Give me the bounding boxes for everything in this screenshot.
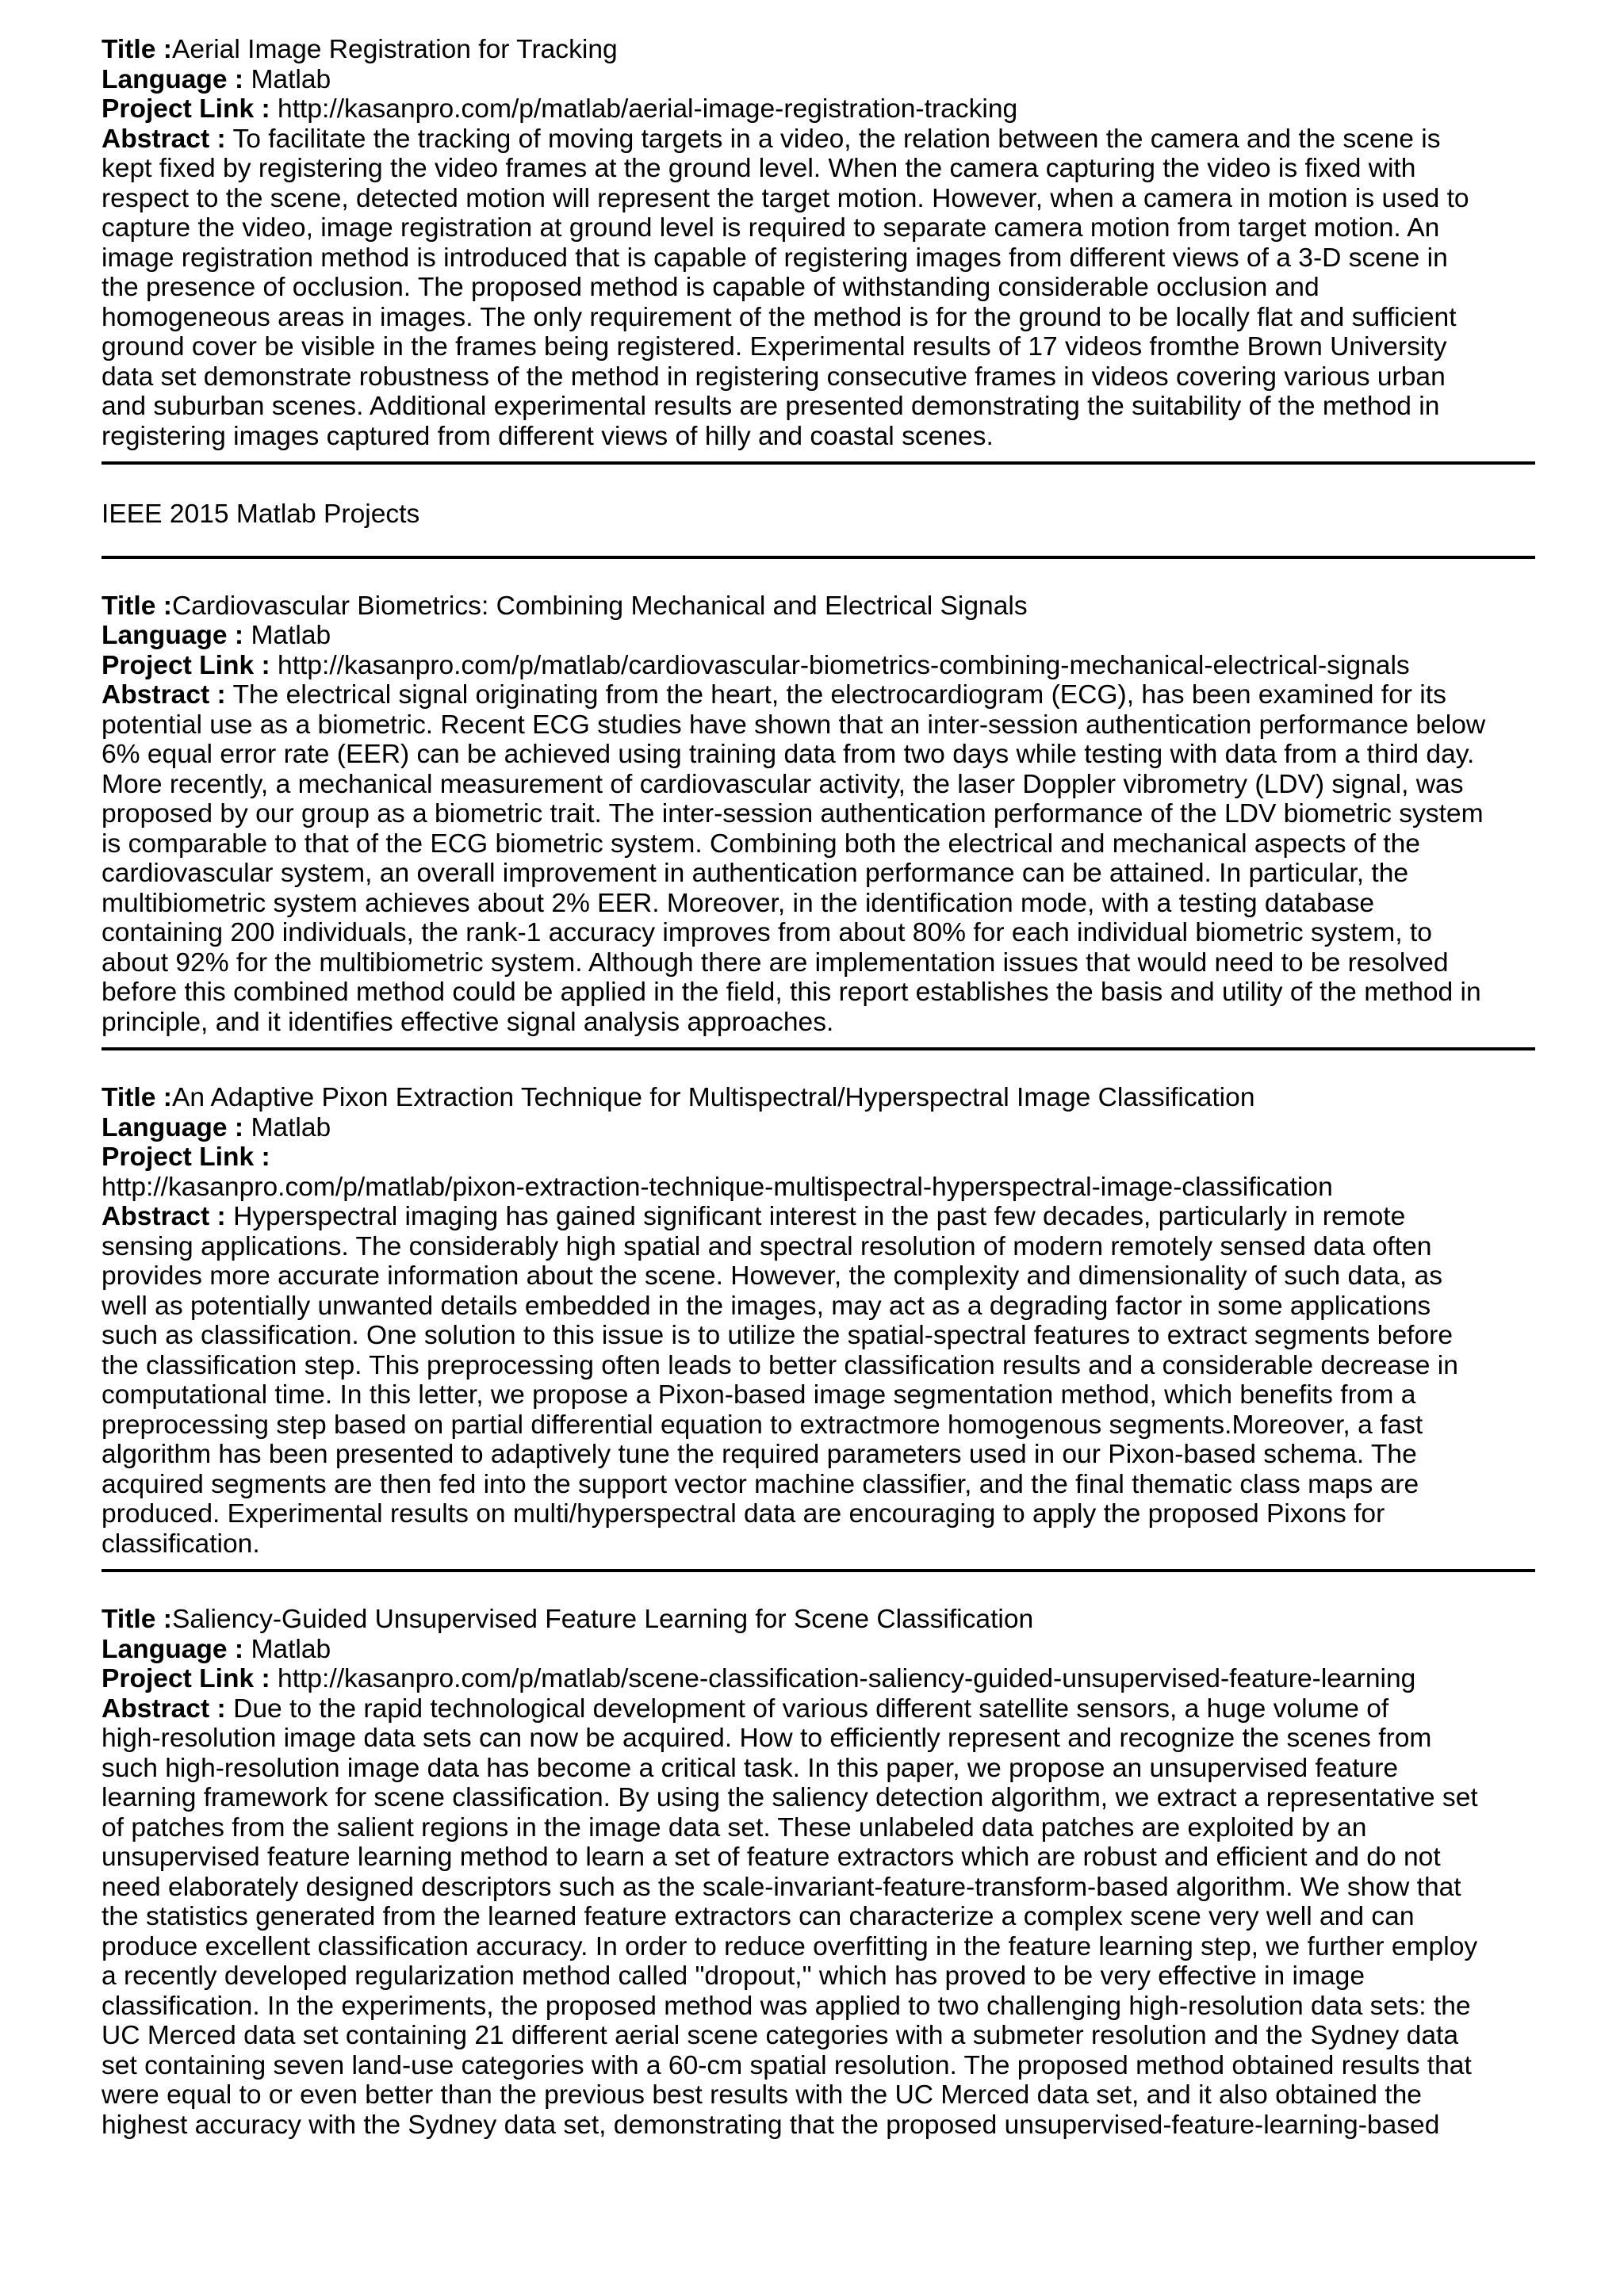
abstract-line xyxy=(102,680,1535,710)
link-line xyxy=(102,1664,1535,1694)
language-label: Language : xyxy=(102,621,244,650)
abstract-line: and suburban scenes. Additional experimental results are presented demonstrating the suitability of the method in xyxy=(102,392,1440,421)
section-heading: IEEE 2015 Matlab Projects xyxy=(102,499,420,529)
abstract-line: containing 200 individuals, the rank-1 accuracy improves from about 80% for each individual biometric system, to xyxy=(102,918,1432,947)
abstract-text: Due to the rapid technological development of various different satellite sensors, a huge volume of xyxy=(233,1693,1389,1724)
language-label: Language : xyxy=(102,1112,244,1142)
document-page xyxy=(102,35,1535,2140)
project-language: Matlab xyxy=(251,1634,331,1664)
abstract-line: sensing applications. The considerably high spatial and spectral resolution of modern remotely sensed data often xyxy=(102,1231,1432,1261)
divider xyxy=(102,1047,1535,1050)
abstract-label: Abstract : xyxy=(102,124,226,154)
abstract-line: ground cover be visible in the frames being registered. Experimental results of 17 videos fromthe Brown University xyxy=(102,332,1447,362)
project-entry xyxy=(102,591,1535,1038)
abstract-line: 6% equal error rate (EER) can be achieved using training data from two days while testing with data from a third day. xyxy=(102,740,1475,769)
project-entry xyxy=(102,35,1535,451)
abstract-line: proposed by our group as a biometric trait. The inter-session authentication performance of the LDV biometric system xyxy=(102,799,1484,828)
project-entry xyxy=(102,1083,1535,1559)
project-link[interactable]: http://kasanpro.com/p/matlab/cardiovascular-biometrics-combining-mechanical-electrical-signals xyxy=(278,650,1410,680)
project-link[interactable]: http://kasanpro.com/p/matlab/scene-classification-saliency-guided-unsupervised-feature-learning xyxy=(278,1664,1416,1693)
abstract-line: capture the video, image registration at ground level is required to separate camera motion from target motion. An xyxy=(102,213,1440,243)
abstract-line: principle, and it identifies effective signal analysis approaches. xyxy=(102,1007,834,1037)
abstract-line: such as classification. One solution to this issue is to utilize the spatial-spectral features to extract segments before xyxy=(102,1321,1453,1350)
language-label: Language : xyxy=(102,1634,244,1664)
link-label: Project Link : xyxy=(102,650,270,680)
abstract-block xyxy=(102,680,1535,1037)
title-line xyxy=(102,1605,1535,1635)
abstract-block xyxy=(102,1694,1535,2141)
abstract-line: homogeneous areas in images. The only requirement of the method is for the ground to be locally flat and sufficient xyxy=(102,302,1457,332)
abstract-line xyxy=(102,124,1535,155)
abstract-line: learning framework for scene classification. By using the saliency detection algorithm, we extract a representative set xyxy=(102,1783,1478,1812)
abstract-line: the classification step. This preprocessing often leads to better classification results and a considerable decrease in xyxy=(102,1350,1458,1380)
abstract-line: set containing seven land-use categories with a 60-cm spatial resolution. The proposed method obtained results that xyxy=(102,2050,1472,2080)
link-url-line xyxy=(102,1173,1535,1203)
abstract-line: kept fixed by registering the video frames at the ground level. When the camera capturing the video is fixed with xyxy=(102,154,1416,183)
abstract-line: is comparable to that of the ECG biometric system. Combining both the electrical and mechanical aspects of the xyxy=(102,828,1420,859)
abstract-line: registering images captured from different views of hilly and coastal scenes. xyxy=(102,421,994,451)
divider xyxy=(102,556,1535,559)
abstract-line: More recently, a mechanical measurement of cardiovascular activity, the laser Doppler vibrometry (LDV) signal, was xyxy=(102,769,1464,799)
abstract-line: UC Merced data set containing 21 different aerial scene categories with a submeter resolution and the Sydney data xyxy=(102,2021,1459,2050)
link-line xyxy=(102,1142,1535,1173)
abstract-block xyxy=(102,1202,1535,1559)
abstract-line: multibiometric system achieves about 2% EER. Moreover, in the identification mode, with a testing database xyxy=(102,888,1375,918)
abstract-line: unsupervised feature learning method to learn a set of feature extractors which are robust and efficient and do not xyxy=(102,1843,1441,1872)
divider xyxy=(102,1569,1535,1572)
project-language: Matlab xyxy=(251,64,331,94)
abstract-label: Abstract : xyxy=(102,680,226,710)
project-title: An Adaptive Pixon Extraction Technique for Multispectral/Hyperspectral Image Classification xyxy=(171,1083,1255,1112)
abstract-line: image registration method is introduced that is capable of registering images from different views of a 3-D scene in xyxy=(102,243,1448,273)
abstract-line: computational time. In this letter, we propose a Pixon-based image segmentation method, which benefits from a xyxy=(102,1380,1416,1410)
abstract-line: preprocessing step based on partial differential equation to extractmore homogenous segments.Moreover, a fast xyxy=(102,1410,1423,1440)
abstract-line: classification. xyxy=(102,1529,260,1559)
abstract-line: a recently developed regularization method called "dropout," which has proved to be very effective in image xyxy=(102,1961,1365,1991)
abstract-text: Hyperspectral imaging has gained significant interest in the past few decades, particularly in remote xyxy=(233,1202,1406,1231)
link-line xyxy=(102,94,1535,124)
title-label: Title : xyxy=(102,591,172,621)
abstract-line: high-resolution image data sets can now be acquired. How to efficiently represent and recognize the scenes from xyxy=(102,1724,1432,1753)
project-language: Matlab xyxy=(251,621,331,650)
abstract-line: classification. In the experiments, the proposed method was applied to two challenging high-resolution data sets: the xyxy=(102,1991,1471,2021)
abstract-line xyxy=(102,1202,1535,1232)
language-line xyxy=(102,1635,1535,1665)
abstract-line xyxy=(102,1694,1535,1724)
title-label: Title : xyxy=(102,1083,172,1112)
abstract-text: To facilitate the tracking of moving targets in a video, the relation between the camera and the scene is xyxy=(232,124,1441,154)
abstract-line: need elaborately designed descriptors such as the scale-invariant-feature-transform-based algorithm. We show that xyxy=(102,1872,1461,1902)
abstract-line: data set demonstrate robustness of the method in registering consecutive frames in videos covering various urban xyxy=(102,362,1446,392)
abstract-line: respect to the scene, detected motion will represent the target motion. However, when a camera in motion is used to xyxy=(102,183,1469,213)
abstract-line: of patches from the salient regions in the image data set. These unlabeled data patches are exploited by an xyxy=(102,1812,1367,1843)
project-title: Aerial Image Registration for Tracking xyxy=(171,35,618,64)
abstract-label: Abstract : xyxy=(102,1202,226,1231)
abstract-line: potential use as a biometric. Recent ECG studies have shown that an inter-session authentication performance below xyxy=(102,710,1486,740)
abstract-line: highest accuracy with the Sydney data set, demonstrating that the proposed unsupervised-feature-learning-based xyxy=(102,2110,1440,2140)
language-line xyxy=(102,621,1535,651)
abstract-block xyxy=(102,124,1535,452)
abstract-label: Abstract : xyxy=(102,1693,226,1724)
project-link[interactable]: http://kasanpro.com/p/matlab/pixon-extraction-technique-multispectral-hyperspectral-image-classification xyxy=(102,1172,1333,1202)
abstract-line: cardiovascular system, an overall improvement in authentication performance can be attained. In particular, the xyxy=(102,859,1409,888)
title-label: Title : xyxy=(102,1605,172,1634)
project-title: Cardiovascular Biometrics: Combining Mechanical and Electrical Signals xyxy=(171,591,1028,621)
abstract-line: provides more accurate information about the scene. However, the complexity and dimensionality of such data, as xyxy=(102,1261,1443,1291)
project-entry xyxy=(102,1605,1535,2140)
abstract-line: the presence of occlusion. The proposed method is capable of withstanding considerable occlusion and xyxy=(102,273,1320,302)
abstract-line: well as potentially unwanted details embedded in the images, may act as a degrading factor in some applications xyxy=(102,1291,1431,1321)
title-line xyxy=(102,591,1535,622)
link-label: Project Link : xyxy=(102,94,270,124)
link-label: Project Link : xyxy=(102,1142,270,1172)
abstract-line: before this combined method could be applied in the field, this report establishes the basis and utility of the method in xyxy=(102,978,1481,1007)
abstract-line: algorithm has been presented to adaptively tune the required parameters used in our Pixon-based schema. The xyxy=(102,1440,1417,1469)
language-line xyxy=(102,1113,1535,1143)
project-link[interactable]: http://kasanpro.com/p/matlab/aerial-image-registration-tracking xyxy=(278,94,1018,124)
abstract-line: such high-resolution image data has become a critical task. In this paper, we propose an unsupervised feature xyxy=(102,1753,1399,1783)
title-label: Title : xyxy=(102,35,172,64)
link-line xyxy=(102,651,1535,681)
abstract-line: about 92% for the multibiometric system. Although there are implementation issues that would need to be resolved xyxy=(102,947,1449,978)
language-label: Language : xyxy=(102,64,244,94)
project-language: Matlab xyxy=(251,1112,331,1142)
abstract-line: acquired segments are then fed into the support vector machine classifier, and the final thematic class maps are xyxy=(102,1469,1419,1499)
title-line xyxy=(102,35,1535,65)
abstract-text: The electrical signal originating from the heart, the electrocardiogram (ECG), has been examined for its xyxy=(232,680,1446,710)
language-line xyxy=(102,65,1535,95)
link-label: Project Link : xyxy=(102,1664,270,1693)
divider xyxy=(102,461,1535,465)
abstract-line: the statistics generated from the learned feature extractors can characterize a complex scene very well and can xyxy=(102,1902,1415,1931)
abstract-line: were equal to or even better than the previous best results with the UC Merced data set, and it also obtained the xyxy=(102,2080,1422,2110)
project-title: Saliency-Guided Unsupervised Feature Learning for Scene Classification xyxy=(171,1605,1034,1634)
abstract-line: produced. Experimental results on multi/hyperspectral data are encouraging to apply the proposed Pixons for xyxy=(102,1499,1385,1529)
abstract-line: produce excellent classification accuracy. In order to reduce overfitting in the feature learning step, we further employ xyxy=(102,1931,1478,1961)
title-line xyxy=(102,1083,1535,1113)
